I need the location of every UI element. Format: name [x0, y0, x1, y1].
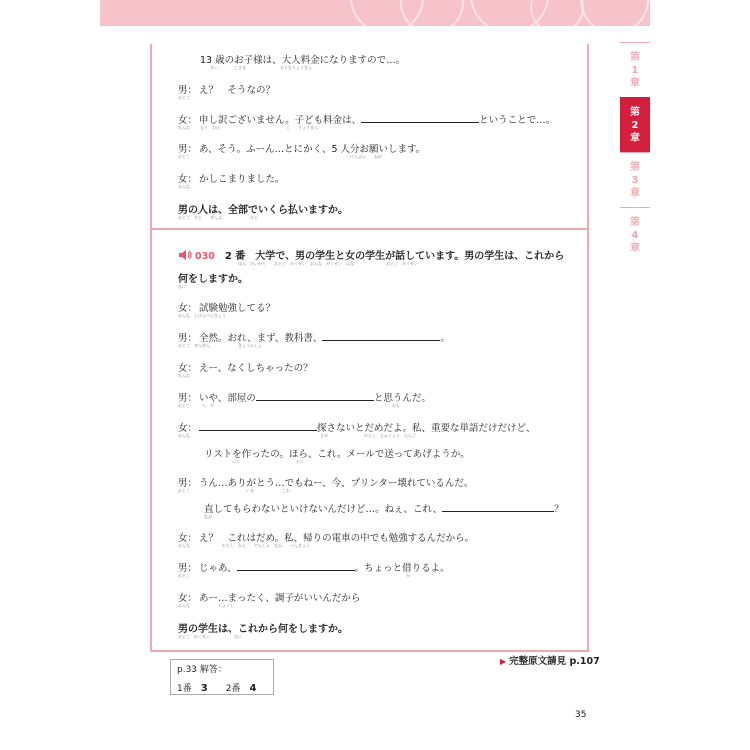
q2-line-8: 直してもらわないといけないんだけど…。ねぇ、これ、 ？: [204, 504, 564, 515]
q1-question: 男の人は、全部でいくら払いますか。: [178, 205, 348, 216]
q1-line-4: 男： あ、そう。ふーん…とにかく、5 人分お願いします。: [178, 144, 426, 155]
answer-box-title: p.33 解答：: [177, 665, 227, 675]
ruby: おとこ へ や: [178, 403, 214, 408]
ruby: なに: [178, 284, 186, 289]
ruby: おとこ: [178, 95, 190, 100]
ruby: もう わけ: [200, 125, 220, 130]
answer-blank: [256, 400, 374, 401]
full-text-reference[interactable]: ▶ 完整原文請見 p.107: [500, 656, 600, 667]
q1-line-1: 13 歳のお子様は、大人料金になりますので…。: [200, 55, 406, 66]
ruby: さい: [210, 65, 218, 70]
chapter-tabs: [620, 42, 650, 262]
q2-line-9: 女： え？ これはだめ。私、帰りの電車の中でも勉強するんだから。: [178, 533, 475, 544]
page-number: 35: [575, 710, 587, 720]
answer-box: [170, 659, 274, 695]
q2-title-line2: 何をしますか。: [178, 274, 248, 285]
chapter-tab-3[interactable]: 第 3 章: [620, 152, 650, 207]
ruby: おとなりょうきん: [280, 65, 312, 70]
q2-line-7: 男： うん…ありがとう…でもねー、今、プリンター壊れているんだ。: [178, 478, 474, 489]
speaker-icon[interactable]: [178, 249, 192, 264]
q2-line-4: 男： いや、部屋の と思うんだ。: [178, 393, 431, 404]
answer-blank: [237, 570, 355, 571]
ruby: おんな しけんべんきょう: [178, 313, 226, 318]
q2-line-2: 男： 全然。おれ、まず、教科書、 。: [178, 333, 450, 344]
ruby: おとこ いま こわ: [178, 488, 290, 493]
header-band: [100, 0, 650, 26]
ruby: おんな: [178, 373, 190, 378]
answer-blank: [361, 122, 479, 123]
ruby: おも: [392, 403, 400, 408]
ruby: さが わたし じゅうよう たんご: [320, 433, 416, 438]
triangle-icon: ▶: [500, 657, 507, 666]
q2-line-1: 女： 試験勉強してる？: [178, 303, 276, 314]
ruby: つく おく: [232, 459, 304, 464]
divider: [152, 228, 587, 230]
ruby: おとこ: [178, 573, 190, 578]
track-number: 030: [195, 251, 215, 262]
answer-blank: [322, 340, 440, 341]
answer-blank: [199, 430, 317, 431]
ruby: おとこ がくせい なに: [178, 634, 242, 639]
ruby: か: [406, 573, 410, 578]
answer-blank: [442, 511, 554, 512]
ruby: ばん だいがく おとこ がくせい おんな がくせい はな おとこ がくせい: [238, 261, 418, 266]
q1-line-3: 女： 申し訳ございません。子ども料金は、 ということで…。: [178, 115, 556, 126]
q2-line-11: 女： あー…まったく、調子がいいんだから: [178, 593, 361, 604]
ruby: おんな わたし かえ でんしゃ なか べんきょう: [178, 543, 310, 548]
q2-line-6: リストを作ったの。ほら、これ。メールで送ってあげようか。: [204, 449, 470, 460]
q2-title: 030 2 番 大学で、男の学生と女の学生が話しています。男の学生は、これから: [178, 247, 564, 264]
ruby: なお: [204, 514, 212, 519]
ruby: おとこ ぜんぜん きょうかしょ: [178, 343, 262, 348]
chapter-tab-4[interactable]: 第 4 章: [620, 207, 650, 262]
chapter-tab-2[interactable]: 第 2 章: [620, 97, 650, 152]
ruby: おんな ちょうし: [178, 603, 234, 608]
q2-question: 男の学生は、これから何をしますか。: [178, 624, 348, 635]
answer-row: 1番 3 2番 4: [177, 683, 257, 694]
ruby: おとこ: [178, 154, 190, 159]
ruby: こ りょうきん: [286, 125, 318, 130]
q1-line-2: 男： え？ そうなの？: [178, 85, 276, 96]
ruby: こさま: [234, 65, 246, 70]
ruby: おんな: [178, 125, 190, 130]
dialogue-box: [150, 44, 589, 652]
ruby: おとこ ひと ぜんぶ はら: [178, 215, 258, 220]
q2-line-10: 男： じゃあ、 。ちょっと借りるよ。: [178, 563, 450, 574]
q2-line-5: 女： 探さないとだめだよ。私、重要な単語だけだけど、: [178, 423, 536, 434]
ruby: おんな: [178, 433, 190, 438]
q1-line-5: 女： かしこまりました。: [178, 174, 285, 185]
q2-line-3: 女： えー、なくしちゃったの？: [178, 363, 313, 374]
chapter-tab-1[interactable]: 第 1 章: [620, 42, 650, 97]
ruby: にんぶん ねが: [350, 154, 382, 159]
ruby: おんな: [178, 184, 190, 189]
